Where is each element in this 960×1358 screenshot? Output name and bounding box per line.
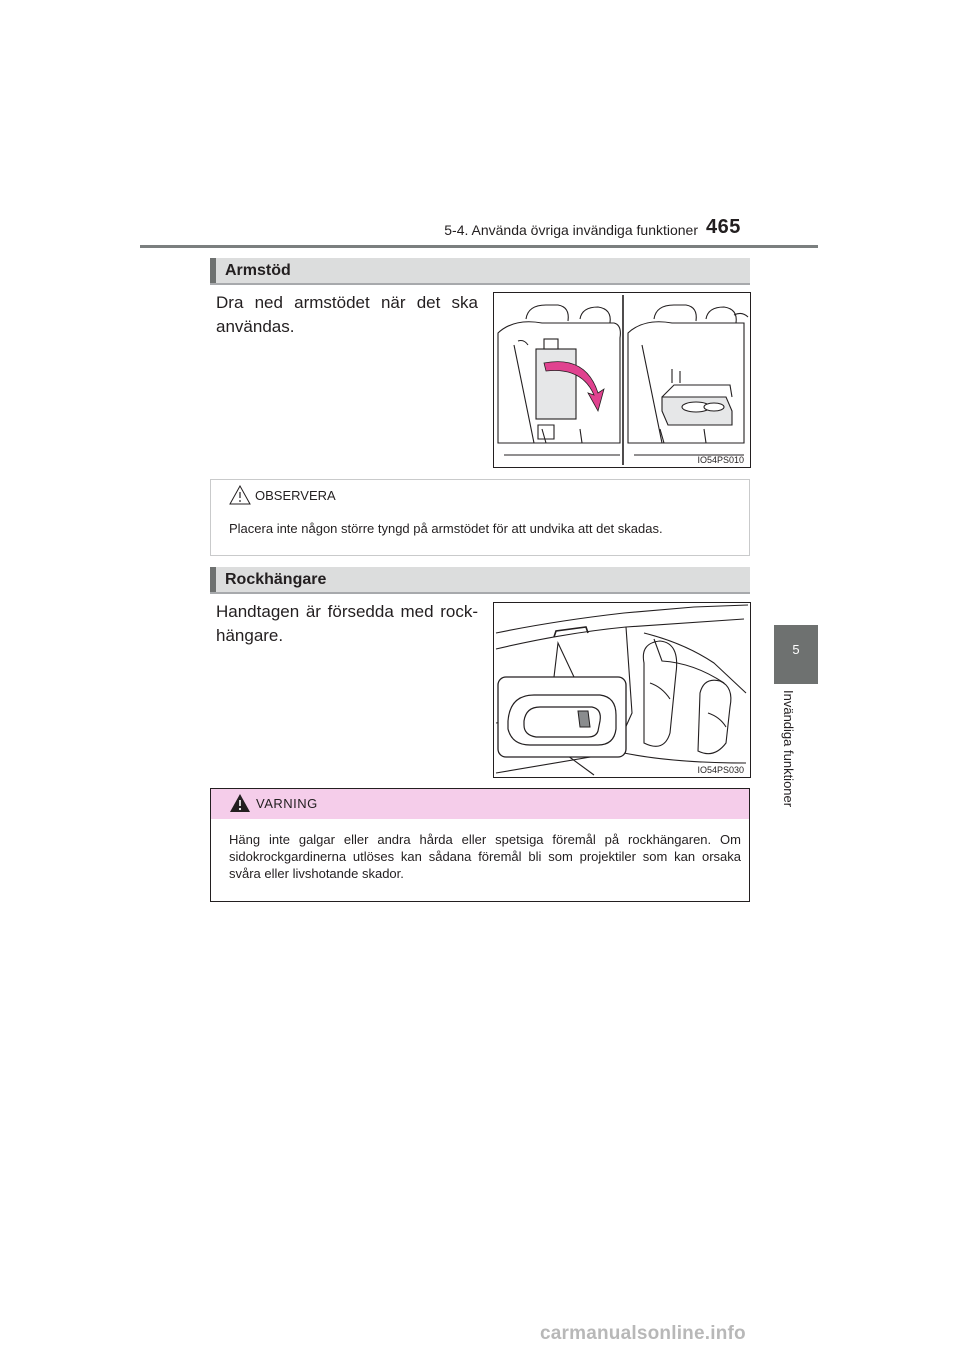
coat-hook-illustration [494,603,750,777]
header-rule [140,245,818,248]
coat-hook-instruction: Handtagen är försedda med rock-hängare. [216,602,478,645]
caution-triangle-icon [229,485,251,505]
page-number: 465 [706,216,741,238]
watermark: carmanualsonline.info [540,1323,746,1344]
armrest-heading-text: Armstöd [225,262,291,279]
heading-bar [210,258,216,283]
caution-title: OBSERVERA [255,488,336,503]
coat-hook-figure [493,602,751,778]
heading-bar [210,567,216,592]
warning-notice [210,788,750,902]
warning-title: VARNING [256,796,318,811]
running-header: 5-4. Använda övriga invändiga funktioner [444,222,698,238]
armrest-illustration [494,293,750,467]
caution-notice [210,479,750,556]
warning-header [211,789,749,819]
armrest-heading [210,258,750,285]
warning-triangle-icon [229,793,251,813]
warning-text: Häng inte galgar eller andra hårda eller spetsiga föremål på rockhängaren. Om sidokrockgardinerna utlöses kan sådana föremål bli som projektiler som kan orsaka svåra eller livshotande skador. [229,832,741,881]
armrest-instruction: Dra ned armstödet när det ska användas. [216,293,478,336]
coat-hook-heading-text: Rockhängare [225,571,327,588]
coat-hook-heading [210,567,750,594]
chapter-tab-label: Invändiga funktioner [781,690,796,808]
coat-hook-detail [578,711,590,727]
armrest-figure-code: IO54PS010 [697,455,744,465]
armrest-figure [493,292,751,468]
caution-text: Placera inte någon större tyngd på armstödet för att undvika att det skadas. [229,521,663,536]
chapter-tab-number: 5 [774,625,818,684]
coat-hook-figure-code: IO54PS030 [697,765,744,775]
